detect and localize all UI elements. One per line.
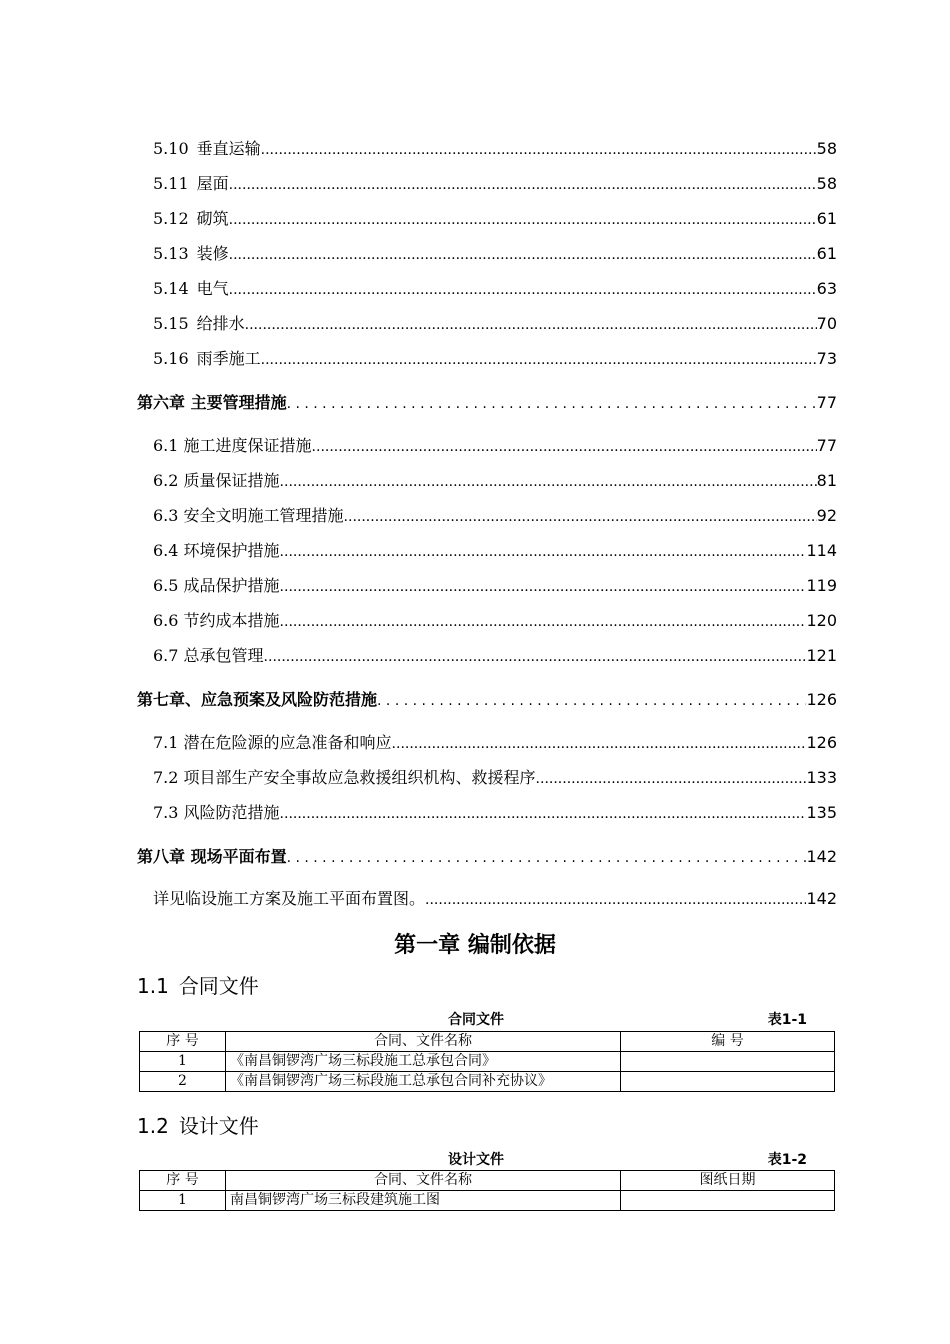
toc-entry[interactable] [153, 137, 837, 161]
table-header-cell: 合同、文件名称 [226, 1032, 621, 1052]
toc-entry[interactable] [153, 766, 837, 790]
toc-entry-number: 5.11 [153, 174, 189, 193]
toc-entry[interactable] [153, 887, 837, 911]
toc-leader-dots [425, 887, 806, 911]
toc-chapter-title: 第六章 主要管理措施 [137, 393, 287, 412]
toc-chapter-6[interactable] [137, 391, 837, 415]
toc-entry-page: 121 [806, 646, 837, 665]
toc-entry-title: 6.6 节约成本措施 [153, 611, 280, 630]
toc-entry-number: 5.16 [153, 349, 189, 368]
toc-leader-dots [287, 845, 807, 869]
toc-entry-page: 119 [806, 576, 837, 595]
section-title: 合同文件 [178, 974, 259, 998]
toc-entry-page: 58 [816, 174, 837, 193]
toc-entry-title: 6.7 总承包管理 [153, 646, 264, 665]
toc-leader-dots [536, 766, 807, 790]
table-header-cell: 编 号 [621, 1032, 835, 1052]
toc-leader-dots [344, 504, 817, 528]
contract-documents-table [139, 1031, 835, 1092]
toc-leader-dots [280, 574, 807, 598]
toc-entry-title: 7.3 风险防范措施 [153, 803, 280, 822]
table-caption-title: 合同文件 [448, 1012, 504, 1028]
toc-entry-title: 电气 [196, 279, 229, 298]
table-caption-title: 设计文件 [448, 1152, 504, 1168]
toc-leader-dots [280, 469, 817, 493]
toc-entry[interactable] [153, 469, 837, 493]
toc-entry-number: 5.12 [153, 209, 189, 228]
toc-entry-page: 133 [806, 768, 837, 787]
section-title: 设计文件 [178, 1114, 259, 1138]
toc-entry[interactable] [153, 312, 837, 336]
table-number: 表1-2 [767, 1152, 807, 1168]
section-number: 1.1 [137, 974, 169, 998]
toc-entry-page: 120 [806, 611, 837, 630]
toc-entry-title: 给排水 [196, 314, 245, 333]
toc-entry[interactable] [153, 539, 837, 563]
toc-entry[interactable] [153, 347, 837, 371]
toc-entry-title: 7.1 潜在危险源的应急准备和响应 [153, 733, 392, 752]
table-cell [621, 1191, 835, 1211]
toc-entry[interactable] [153, 277, 837, 301]
toc-entry-page: 81 [816, 471, 837, 490]
toc-leader-dots [392, 731, 807, 755]
toc-entry-title: 6.5 成品保护措施 [153, 576, 280, 595]
toc-leader-dots [229, 277, 817, 301]
toc-entry-title: 砌筑 [196, 209, 229, 228]
table-cell: 《南昌铜锣湾广场三标段施工总承包合同》 [226, 1052, 621, 1072]
table-caption [139, 1150, 833, 1170]
table-row [140, 1052, 835, 1072]
toc-entry-page: 126 [806, 733, 837, 752]
section-number: 1.2 [137, 1114, 169, 1138]
toc-entry[interactable] [153, 609, 837, 633]
toc-chapter-8[interactable] [137, 845, 837, 869]
toc-entry-page: 61 [816, 244, 837, 263]
toc-leader-dots [229, 207, 817, 231]
toc-entry-title: 6.4 环境保护措施 [153, 541, 280, 560]
toc-entry[interactable] [153, 801, 837, 825]
section-heading-1-1 [137, 972, 259, 1000]
toc-entry[interactable] [153, 644, 837, 668]
table-header-cell: 图纸日期 [621, 1171, 835, 1191]
toc-chapter-7[interactable] [137, 688, 837, 712]
table-cell: 《南昌铜锣湾广场三标段施工总承包合同补充协议》 [226, 1072, 621, 1092]
design-documents-table [139, 1170, 835, 1211]
toc-chapter-title: 第八章 现场平面布置 [137, 847, 287, 866]
toc-entry-page: 61 [816, 209, 837, 228]
toc-entry[interactable] [153, 207, 837, 231]
toc-entry[interactable] [153, 731, 837, 755]
toc-chapter-page: 126 [806, 690, 837, 709]
table-cell: 南昌铜锣湾广场三标段建筑施工图 [226, 1191, 621, 1211]
table-row [140, 1191, 835, 1211]
toc-leader-dots [229, 172, 817, 196]
toc-entry-page: 77 [816, 436, 837, 455]
table-header-row [140, 1032, 835, 1052]
table-caption [139, 1010, 833, 1030]
section-heading-1-2 [137, 1112, 259, 1140]
toc-leader-dots [229, 242, 817, 266]
toc-entry-number: 5.15 [153, 314, 189, 333]
toc-entry-number: 5.14 [153, 279, 189, 298]
toc-entry-title: 雨季施工 [196, 349, 261, 368]
toc-leader-dots [312, 434, 817, 458]
toc-chapter-page: 77 [816, 393, 837, 412]
table-cell: 2 [140, 1072, 226, 1092]
toc-entry-number: 5.13 [153, 244, 189, 263]
toc-chapter-title: 第七章、应急预案及风险防范措施 [137, 690, 378, 709]
table-header-cell: 序 号 [140, 1032, 226, 1052]
table-number: 表1-1 [767, 1012, 807, 1028]
toc-leader-dots [280, 609, 807, 633]
toc-leader-dots [264, 644, 807, 668]
chapter-title: 第一章 编制依据 [394, 933, 556, 958]
table-header-row [140, 1171, 835, 1191]
toc-entry-title: 6.2 质量保证措施 [153, 471, 280, 490]
toc-entry[interactable] [153, 574, 837, 598]
table-row [140, 1072, 835, 1092]
toc-leader-dots [287, 391, 817, 415]
toc-entry[interactable] [153, 504, 837, 528]
toc-entry-page: 63 [816, 279, 837, 298]
table-cell: 1 [140, 1191, 226, 1211]
toc-chapter-page: 142 [806, 847, 837, 866]
toc-entry-title: 装修 [196, 244, 229, 263]
toc-entry-page: 58 [816, 139, 837, 158]
toc-entry-page: 142 [806, 889, 837, 908]
toc-entry[interactable] [153, 434, 837, 458]
toc-entry-page: 73 [816, 349, 837, 368]
toc-leader-dots [261, 347, 817, 371]
toc-entry-title: 垂直运输 [196, 139, 261, 158]
toc-entry-title: 详见临设施工方案及施工平面布置图。 [153, 889, 426, 908]
table-header-cell: 合同、文件名称 [226, 1171, 621, 1191]
table-header-cell: 序 号 [140, 1171, 226, 1191]
table-cell: 1 [140, 1052, 226, 1072]
toc-entry[interactable] [153, 172, 837, 196]
toc-leader-dots [377, 688, 806, 712]
toc-entry-page: 70 [816, 314, 837, 333]
table-cell [621, 1072, 835, 1092]
toc-leader-dots [280, 539, 807, 563]
toc-entry-title: 屋面 [196, 174, 229, 193]
toc-leader-dots [245, 312, 817, 336]
table-cell [621, 1052, 835, 1072]
toc-entry-page: 92 [816, 506, 837, 525]
toc-entry-title: 7.2 项目部生产安全事故应急救援组织机构、救援程序 [153, 768, 536, 787]
toc-entry-title: 6.1 施工进度保证措施 [153, 436, 312, 455]
toc-entry-page: 135 [806, 803, 837, 822]
toc-entry[interactable] [153, 242, 837, 266]
toc-entry-number: 5.10 [153, 139, 189, 158]
toc-leader-dots [261, 137, 817, 161]
toc-entry-page: 114 [806, 541, 837, 560]
toc-entry-title: 6.3 安全文明施工管理措施 [153, 506, 344, 525]
toc-leader-dots [280, 801, 807, 825]
